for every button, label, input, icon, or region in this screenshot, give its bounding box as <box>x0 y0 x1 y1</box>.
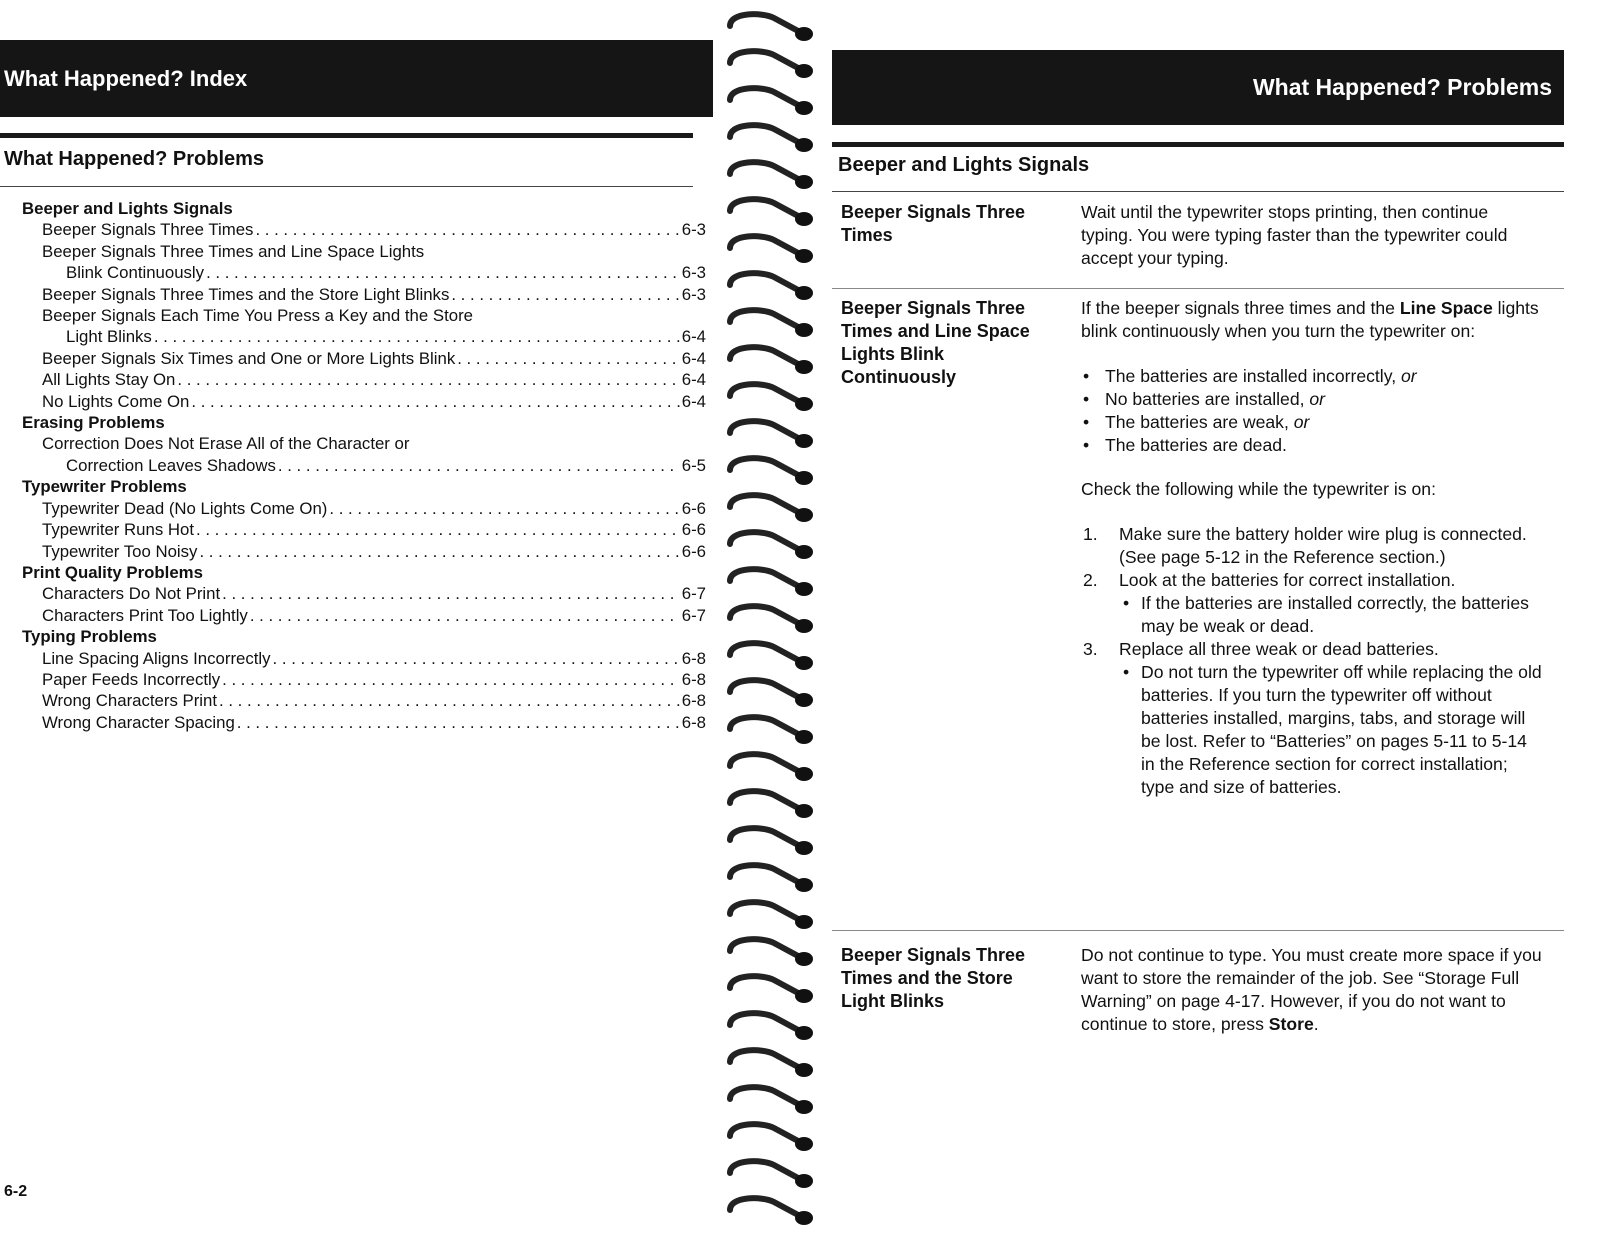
index-page-ref: 6-8 <box>681 712 706 732</box>
step-item: 1. Make sure the battery holder wire plug is connected. (See page 5-12 in the Reference section.) <box>1083 524 1527 567</box>
spiral-loop <box>730 976 813 1003</box>
index-entry-text: Beeper Signals Three Times and the Store Light Blinks <box>42 284 450 304</box>
dot-leader <box>273 648 680 669</box>
index-entry-text: Light Blinks <box>66 327 152 347</box>
problem-intro: If the beeper signals three times and the Line Space lights blink continuously when you turn the typewriter on: <box>1081 298 1539 341</box>
list-item: • The batteries are weak, or <box>1081 411 1543 434</box>
index-page-ref: 6-4 <box>681 370 706 390</box>
spiral-loop <box>730 310 813 337</box>
index-entry-text: Paper Feeds Incorrectly <box>42 669 221 689</box>
row-divider <box>832 930 1564 931</box>
dot-leader <box>196 519 680 540</box>
dot-leader <box>255 219 679 240</box>
problem-text: Do not continue to type. You must create more space if you want to store the remainder of the job. See “Storage Full Warning” on page 4-17. However, if you do not want to continue to store, press Store. <box>1081 945 1542 1034</box>
index-entry <box>0 541 706 562</box>
index-entry-text: Blink Continuously <box>66 263 205 283</box>
index-group-title: Typing Problems <box>22 627 157 647</box>
cause-list <box>1081 365 1543 457</box>
key-name: Store <box>1268 1014 1314 1034</box>
problem-body <box>1081 201 1543 270</box>
spiral-loop <box>730 754 813 781</box>
dot-leader <box>237 712 680 733</box>
index-entry <box>0 690 706 711</box>
index-entry <box>0 455 706 476</box>
spiral-loop <box>730 495 813 522</box>
check-text: Check the following while the typewriter is on: <box>1081 479 1436 499</box>
index-page-ref: 6-6 <box>681 498 706 518</box>
problem-text: Wait until the typewriter stops printing, then continue typing. You were typing faster than the typewriter could accept your typing. <box>1081 202 1508 268</box>
dot-leader <box>451 284 679 305</box>
dot-leader <box>222 669 680 690</box>
index-entry-text: Correction Does Not Erase All of the Character or <box>42 434 410 454</box>
spiral-loop <box>730 51 813 78</box>
spiral-loop <box>730 791 813 818</box>
index-group-title: Print Quality Problems <box>22 562 203 582</box>
index-entry <box>0 241 706 262</box>
index-entry-text: Beeper Signals Three Times and Line Space Lights <box>42 241 425 261</box>
index-entry-text: Wrong Characters Print <box>42 691 218 711</box>
spiral-loop <box>730 828 813 855</box>
spiral-loop <box>730 1198 813 1225</box>
header-rule <box>0 133 693 138</box>
index-page-ref: 6-3 <box>681 220 706 240</box>
spiral-binding <box>722 0 822 1237</box>
spiral-loop <box>730 88 813 115</box>
index-entry-text: Typewriter Too Noisy <box>42 541 198 561</box>
index-page-ref: 6-8 <box>681 691 706 711</box>
index-entry <box>0 648 706 669</box>
sub-item: • If the batteries are installed correctly, the batteries may be weak or dead. <box>1119 592 1543 638</box>
sub-item: • Do not turn the typewriter off while replacing the old batteries. If you turn the typewriter off without batteries installed, margins, tabs, and storage will be lost. Refer to “Batteries” on pages 5-11 to 5-14 in the Reference section for correct installation; type and size of batteries. <box>1119 661 1543 799</box>
list-item: • The batteries are installed incorrectly, or <box>1081 365 1543 388</box>
index-entry <box>0 605 706 626</box>
spiral-loop <box>730 384 813 411</box>
spiral-loop <box>730 569 813 596</box>
index-entry <box>0 369 706 390</box>
spiral-loop <box>730 1050 813 1077</box>
left-page-header: What Happened? Index <box>0 40 713 117</box>
spiral-loop <box>730 162 813 189</box>
index-entry <box>0 433 706 454</box>
spiral-loop <box>730 1013 813 1040</box>
index-page-ref: 6-4 <box>681 327 706 347</box>
index-entry <box>0 498 706 519</box>
index-entry-text: Characters Do Not Print <box>42 584 221 604</box>
index-entry <box>0 262 706 283</box>
index-entry <box>0 305 706 326</box>
index-entry-text: Wrong Character Spacing <box>42 712 235 732</box>
header-rule <box>832 142 1564 147</box>
index-entry <box>0 219 706 240</box>
spiral-loop <box>730 902 813 929</box>
index-entry-text: All Lights Stay On <box>42 370 176 390</box>
index-group-title: Typewriter Problems <box>22 477 187 497</box>
index-list <box>0 198 706 733</box>
index-entry-text: Correction Leaves Shadows <box>66 455 276 475</box>
spiral-loop <box>730 347 813 374</box>
dot-leader <box>250 605 680 626</box>
index-section-title: What Happened? Problems <box>4 148 265 170</box>
spiral-loop <box>730 236 813 263</box>
right-page <box>832 0 1600 1237</box>
index-page-ref: 6-4 <box>681 348 706 368</box>
index-entry <box>0 519 706 540</box>
dot-leader <box>199 541 679 562</box>
index-page-ref: 6-6 <box>681 520 706 540</box>
section-rule <box>832 191 1564 192</box>
index-entry <box>0 348 706 369</box>
dot-leader <box>154 326 680 347</box>
index-page-ref: 6-8 <box>681 669 706 689</box>
index-page-ref: 6-7 <box>681 605 706 625</box>
spiral-loop <box>730 273 813 300</box>
step-item: 2. Look at the batteries for correct installation. • If the batteries are installed correctly, the batteries may be weak or dead. <box>1081 569 1543 638</box>
index-entry-text: Typewriter Runs Hot <box>42 520 195 540</box>
list-item: • The batteries are dead. <box>1081 434 1543 457</box>
spiral-loop <box>730 1161 813 1188</box>
page-number: 6-2 <box>4 1183 28 1200</box>
spiral-loop <box>730 865 813 892</box>
right-page-header: What Happened? Problems <box>832 50 1564 125</box>
dot-leader <box>278 455 680 476</box>
problem-body <box>1081 944 1543 1036</box>
list-item: • No batteries are installed, or <box>1081 388 1543 411</box>
spiral-loop <box>730 643 813 670</box>
dot-leader <box>329 498 679 519</box>
dot-leader <box>177 369 679 390</box>
problem-label: Beeper Signals Three Times and Line Space Lights Blink Continuously <box>841 298 1030 387</box>
dot-leader <box>222 583 680 604</box>
spiral-loop <box>730 1087 813 1114</box>
index-entry-text: Beeper Signals Three Times <box>42 220 254 240</box>
spiral-loop <box>730 680 813 707</box>
spiral-loop <box>730 199 813 226</box>
dot-leader <box>457 348 680 369</box>
index-entry-text: Line Spacing Aligns Incorrectly <box>42 648 271 668</box>
index-entry-text: Beeper Signals Six Times and One or More Lights Blink <box>42 348 456 368</box>
spiral-loop <box>730 717 813 744</box>
index-page-ref: 6-6 <box>681 541 706 561</box>
spiral-loop <box>730 939 813 966</box>
index-group-title: Erasing Problems <box>22 413 165 433</box>
index-page-ref: 6-4 <box>681 391 706 411</box>
index-entry-text: Characters Print Too Lightly <box>42 605 248 625</box>
index-entry-text: No Lights Come On <box>42 391 190 411</box>
index-page-ref: 6-3 <box>681 263 706 283</box>
index-entry <box>0 712 706 733</box>
index-entry-text: Beeper Signals Each Time You Press a Key and the Store <box>42 306 473 326</box>
left-page <box>0 0 715 1237</box>
problem-label: Beeper Signals Three Times and the Store Light Blinks <box>841 945 1026 1011</box>
dot-leader <box>191 391 679 412</box>
problems-section-title: Beeper and Lights Signals <box>838 154 1090 176</box>
spiral-loop <box>730 606 813 633</box>
index-page-ref: 6-8 <box>681 648 706 668</box>
spiral-loop <box>730 125 813 152</box>
spiral-loop <box>730 1124 813 1151</box>
index-group-title: Beeper and Lights Signals <box>22 199 233 218</box>
step-item: 3. Replace all three weak or dead batteries. • Do not turn the typewriter off while replacing the old batteries. If you turn the typewriter off without batteries installed, margins, tabs, and storage will be lost. Refer to “Batteries” on pages 5-11 to 5-14 in the Reference section for correct installation; type and size of batteries. <box>1081 638 1543 799</box>
problem-label: Beeper Signals Three Times <box>841 202 1026 245</box>
dot-leader <box>219 690 680 711</box>
spiral-loop <box>730 532 813 559</box>
index-entry <box>0 391 706 412</box>
row-divider <box>832 288 1564 289</box>
key-name: Line Space <box>1399 298 1493 318</box>
index-page-ref: 6-3 <box>681 284 706 304</box>
index-entry <box>0 583 706 604</box>
index-entry <box>0 326 706 347</box>
steps-list <box>1081 523 1543 799</box>
spiral-loop <box>730 458 813 485</box>
index-entry-text: Typewriter Dead (No Lights Come On) <box>42 498 328 518</box>
index-page-ref: 6-7 <box>681 584 706 604</box>
spiral-loop <box>730 14 813 41</box>
index-entry <box>0 284 706 305</box>
section-rule <box>0 186 693 187</box>
dot-leader <box>206 262 680 283</box>
index-page-ref: 6-5 <box>681 455 706 475</box>
index-entry <box>0 669 706 690</box>
problem-body <box>1081 297 1543 799</box>
spiral-loop <box>730 421 813 448</box>
